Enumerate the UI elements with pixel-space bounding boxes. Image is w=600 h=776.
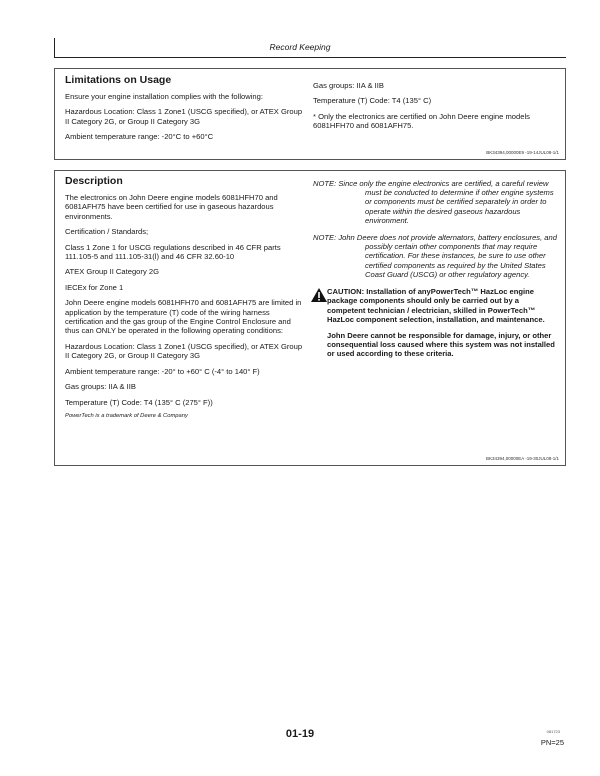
description-section bbox=[54, 170, 566, 466]
caution-block bbox=[313, 287, 557, 325]
limitations-section bbox=[54, 68, 566, 160]
limitations-right-text: * Only the electronics are certified on John Deere engine models 6081HFH70 and 6081AFH75. bbox=[313, 111, 530, 131]
disclaimer-text: John Deere cannot be responsible for damage, injury, or other consequential loss caused where this system was not installed or used according to these criteria. bbox=[327, 330, 555, 359]
note-certification: NOTE: Since only the engine electronics are certified, a careful review must be conducted to determine if other engine systems or components must be certified separately in order to operate within the desired gaseous hazardous environment. bbox=[313, 179, 554, 225]
limitations-left-text: Ambient temperature range: -20°C to +60°C bbox=[65, 132, 214, 142]
description-text: Temperature (T) Code: T4 (135° C (275° F)) bbox=[65, 397, 213, 407]
limitations-right-text: Gas groups: IIA & IIB bbox=[313, 81, 384, 90]
description-text: Gas groups: IIA & IIB bbox=[65, 382, 136, 392]
description-heading: Description bbox=[65, 175, 123, 187]
warning-icon bbox=[311, 288, 327, 302]
pn-label: PN=25 bbox=[540, 738, 564, 747]
limitations-right-text: Temperature (T) Code: T4 (135° C) bbox=[313, 96, 432, 106]
description-text: IECEx for Zone 1 bbox=[65, 282, 124, 292]
footer-code: 081723 bbox=[546, 729, 560, 734]
limitations-heading: Limitations on Usage bbox=[65, 74, 172, 86]
header-rule bbox=[54, 57, 566, 58]
limitations-left-text: Ensure your engine installation complies with the following: bbox=[65, 92, 263, 101]
note-components: NOTE: John Deere does not provide alternators, battery enclosures, and possibly certain other components that may require certification. For these instances, be sure to use other certified components as required by the United States Coast Guard (USCG) or other regulatory agency. bbox=[313, 233, 557, 279]
description-text: Ambient temperature range: -20° to +60° C (-4° to 140° F) bbox=[65, 366, 260, 376]
limitations-left-text: Hazardous Location: Class 1 Zone1 (USCG specified), or ATEX Group II Category 2G, or Group II Category 3G bbox=[65, 107, 303, 126]
page-header-title: Record Keeping bbox=[269, 42, 331, 52]
description-reference-code: BK34394,00000EA -19-30JUL08-1/1 bbox=[485, 456, 559, 461]
description-text: John Deere engine models 6081HFH70 and 6081AFH75 are limited in application by the temperature (T) code of the wiring harness certification and the gas group of the Engine Control Enclosure and thus can ONLY be operated in the following operating conditions: bbox=[65, 298, 302, 336]
description-text: Hazardous Location: Class 1 Zone1 (USCG specified), or ATEX Group II Category 2G, or Group II Category 3G bbox=[65, 341, 303, 361]
page-number: 01-19 bbox=[285, 728, 315, 740]
description-text: Certification / Standards; bbox=[65, 227, 149, 237]
trademark-note: PowerTech is a trademark of Deere & Company bbox=[65, 412, 188, 419]
caution-text: CAUTION: Installation of anyPowerTech™ HazLoc engine package components should only be carried out by a competent technician / electrician, skilled in PowerTech™ HazLoc component selection, installation, and maintenance. bbox=[327, 287, 545, 325]
description-text: ATEX Group II Category 2G bbox=[65, 267, 159, 277]
description-text: Class 1 Zone 1 for USCG regulations described in 46 CFR parts 111.105-5 and 111.105-31(l) and 46 CFR 32.60-10 bbox=[65, 242, 281, 262]
description-text: The electronics on John Deere engine models 6081HFH70 and 6081AFH75 have been certified for use in gaseous hazardous environments. bbox=[65, 193, 278, 221]
limitations-reference-code: BK34394,00000E9 -19-14JUL08-1/1 bbox=[486, 150, 559, 155]
